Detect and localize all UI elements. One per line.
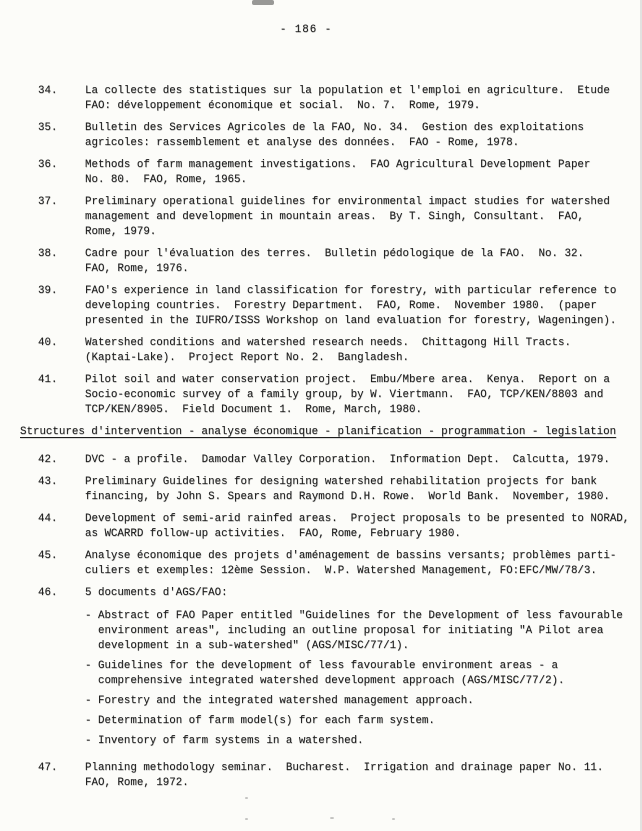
text-line: DVC - a profile. Damodar Valley Corporation. Information Dept. Calcutta, 1979. (85, 454, 610, 466)
entry-number: 34. (38, 85, 58, 97)
entry-text (85, 453, 624, 468)
text-line: FAO: développement économique et social. No. 7. Rome, 1979. (85, 100, 481, 112)
text-line: Rome, 1979. (85, 226, 157, 238)
entry-number: 39. (38, 285, 58, 297)
entry-text (85, 475, 624, 505)
sub-item (85, 734, 624, 749)
bibliography-entry (38, 549, 624, 579)
bibliography-entry (38, 475, 624, 505)
text-line: Development of semi-arid rainfed areas. Project proposals to be presented to NORAD, (85, 513, 630, 525)
bibliography-entry (38, 158, 624, 188)
text-line: Socio-economic survey of a family group, by W. Viertmann. FAO, TCP/KEN/8803 and (85, 389, 604, 401)
entry-number: 38. (38, 248, 58, 260)
text-line: FAO, Rome, 1972. (85, 777, 189, 789)
text-line: presented in the IUFRO/ISSS Workshop on land evaluation for forestry, Wageningen). (85, 315, 617, 327)
bibliography-list (20, 84, 630, 798)
entry-text (85, 121, 624, 151)
entry-number: 42. (38, 454, 58, 466)
text-line: (Kaptai-Lake). Project Report No. 2. Bangladesh. (85, 352, 409, 364)
text-line: - Abstract of FAO Paper entitled "Guidelines for the Development of less favourable (85, 610, 623, 622)
entry-text (85, 158, 624, 188)
entry-text (85, 373, 624, 418)
entry-number: 47. (38, 762, 58, 774)
scan-speck (245, 818, 248, 820)
entry-number: 36. (38, 159, 58, 171)
bibliography-entry (38, 453, 624, 468)
bibliography-entry (38, 195, 624, 240)
text-line: Pilot soil and water conservation project. Embu/Mbere area. Kenya. Report on a (85, 374, 610, 386)
bibliography-entry (38, 284, 624, 329)
entry-number: 35. (38, 122, 58, 134)
sub-item (85, 659, 624, 689)
sub-item (85, 694, 624, 709)
entry-number: 41. (38, 374, 58, 386)
text-line: No. 80. FAO, Rome, 1965. (85, 174, 247, 186)
entry-text (85, 84, 624, 114)
entry-text (85, 247, 624, 277)
text-line: Cadre pour l'évaluation des terres. Bulletin pédologique de la FAO. No. 32. (85, 248, 584, 260)
bibliography-entry (38, 512, 630, 542)
entry-text (85, 761, 624, 791)
entry-text (85, 284, 624, 329)
text-line: La collecte des statistiques sur la population et l'emploi en agriculture. Etude (85, 85, 610, 97)
text-line: culiers et exemples: 12ème Session. W.P. Watershed Management, FO:EFC/MW/78/3. (85, 565, 597, 577)
entry-text (85, 336, 624, 366)
text-line: Watershed conditions and watershed research needs. Chittagong Hill Tracts. (85, 337, 571, 349)
text-line: Preliminary operational guidelines for environmental impact studies for watershed (85, 196, 610, 208)
entry-text (85, 586, 624, 754)
text-line: FAO, Rome, 1976. (85, 263, 189, 275)
text-line: comprehensive integrated watershed development approach (AGS/MISC/77/2). (98, 675, 565, 687)
section-heading: Structures d'intervention - analyse économique - planification - programmation - legislation (20, 426, 617, 438)
entry-text (85, 195, 624, 240)
text-line: Preliminary Guidelines for designing watershed rehabilitation projects for bank (85, 476, 597, 488)
bibliography-entry (38, 247, 624, 277)
bibliography-entry (38, 586, 624, 754)
entry-text (85, 549, 624, 579)
text-line: - Inventory of farm systems in a watershed. (85, 735, 364, 747)
text-line: - Forestry and the integrated watershed management approach. (85, 695, 474, 707)
bibliography-entry (38, 336, 624, 366)
sub-item (85, 609, 624, 654)
text-line: Planning methodology seminar. Bucharest. Irrigation and drainage paper No. 11. (85, 762, 604, 774)
text-line: 5 documents d'AGS/FAO: (85, 587, 228, 599)
entry-number: 46. (38, 587, 58, 599)
entry-text (85, 512, 630, 542)
bibliography-entry (38, 121, 624, 151)
text-line: development in a sub-watershed" (AGS/MISC/77/1). (98, 640, 410, 652)
scan-speck (392, 818, 395, 820)
scan-speck (330, 817, 334, 819)
text-line: environment areas", including an outline proposal for initiating "A Pilot area (98, 625, 604, 637)
entry-number: 45. (38, 550, 58, 562)
page-number: - 186 - (279, 24, 333, 36)
text-line: - Determination of farm model(s) for each farm system. (85, 715, 435, 727)
bibliography-entry (38, 373, 624, 418)
bibliography-entry (38, 761, 624, 791)
text-line: as WCARRD follow-up activities. FAO, Rome, February 1980. (85, 528, 461, 540)
text-line: Methods of farm management investigations. FAO Agricultural Development Paper (85, 159, 591, 171)
text-line: developing countries. Forestry Department. FAO, Rome. November 1980. (paper (85, 300, 597, 312)
sub-item-list (85, 609, 624, 749)
text-line: TCP/KEN/8905. Field Document 1. Rome, March, 1980. (85, 404, 422, 416)
entry-number: 43. (38, 476, 58, 488)
text-line: financing, by John S. Spears and Raymond D.H. Rowe. World Bank. November, 1980. (85, 491, 610, 503)
entry-number: 40. (38, 337, 58, 349)
text-line: agricoles: rassemblement et analyse des données. FAO - Rome, 1978. (85, 137, 520, 149)
scan-smudge (252, 0, 274, 5)
text-line: FAO's experience in land classification for forestry, with particular reference to (85, 285, 617, 297)
entry-number: 37. (38, 196, 58, 208)
sub-item (85, 714, 624, 729)
bibliography-entry (38, 84, 624, 114)
text-line: management and development in mountain areas. By T. Singh, Consultant. FAO, (85, 211, 584, 223)
entry-number: 44. (38, 513, 58, 525)
text-line: Bulletin des Services Agricoles de la FAO, No. 34. Gestion des exploitations (85, 122, 584, 134)
text-line: - Guidelines for the development of less favourable environment areas - a (85, 660, 558, 672)
text-line: Analyse économique des projets d'aménagement de bassins versants; problèmes parti- (85, 550, 617, 562)
